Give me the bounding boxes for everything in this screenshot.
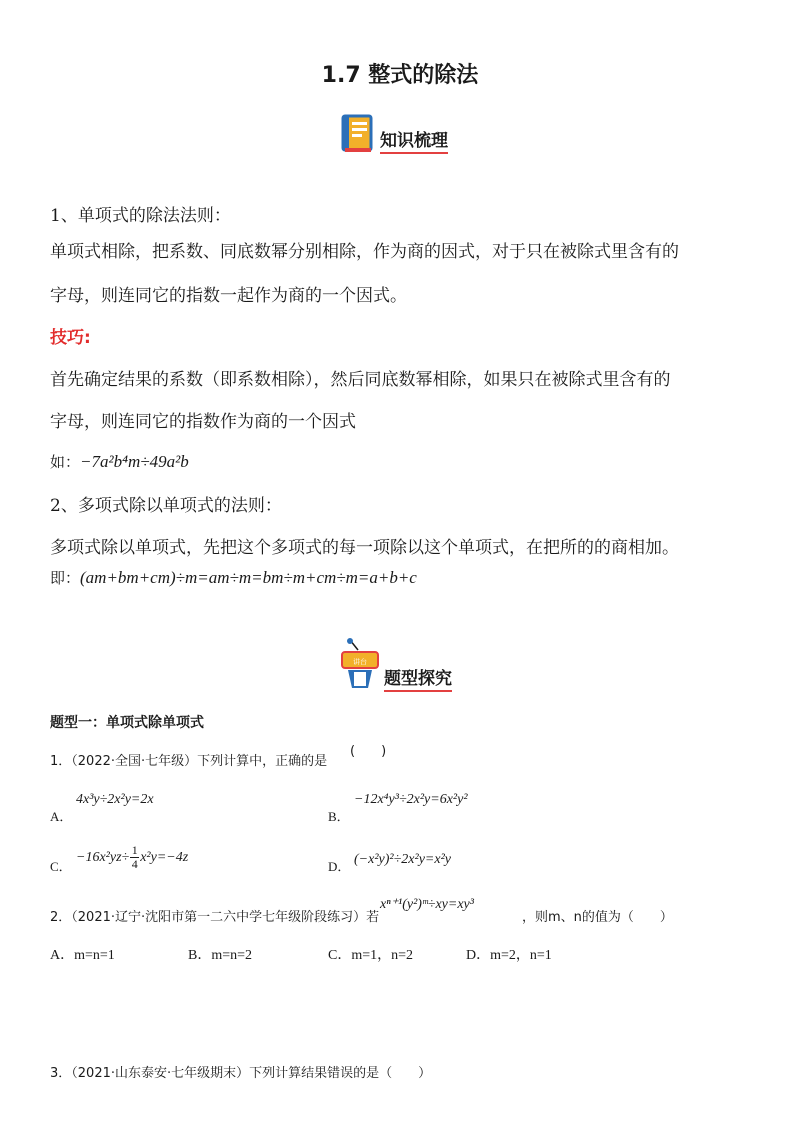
q1-option-a-label: A． [50, 809, 73, 824]
q1-option-d-expr: (−x²y)²÷2x²y=x²y [354, 852, 451, 867]
q1-option-c-denominator: 4 [131, 857, 138, 871]
tip-example-expr: −7a²b⁴m÷49a²b [80, 452, 189, 471]
q2-option-b: B．m=n=2 [188, 948, 253, 963]
section2-formula [50, 566, 417, 590]
type1-heading: 题型一：单项式除单项式 [50, 715, 204, 731]
q1-option-d-label: D． [328, 859, 351, 874]
knowledge-banner [340, 114, 448, 154]
q1-option-c-expr [76, 844, 188, 871]
section1-heading: 1、单项式的除法法则： [50, 206, 231, 226]
q2-option-d: D．m=2，n=1 [466, 948, 552, 963]
q2-expr: xⁿ⁺¹(y²)ᵐ÷xy=xy³ [380, 897, 474, 912]
page-title: 1.7 整式的除法 [321, 63, 479, 88]
q1-option-c-label: C． [50, 859, 72, 874]
explore-banner [340, 638, 452, 692]
q1-option-c-numerator: 1 [131, 843, 138, 857]
section1-line2: 字母，则连同它的指数一起作为商的一个因式。 [50, 286, 407, 306]
tip-example [50, 450, 189, 474]
explore-banner-text: 题型探究 [384, 664, 452, 692]
q1-option-c-post: x²y=−4z [140, 849, 189, 865]
section2-formula-label: 即： [50, 569, 81, 587]
q2-option-a: A．m=n=1 [50, 948, 115, 963]
knowledge-banner-text: 知识梳理 [380, 126, 448, 154]
q2-tail: ，则m、n的值为（ ） [522, 910, 673, 925]
tip-line2: 字母，则连同它的指数作为商的一个因式 [50, 412, 356, 432]
q1-option-c-pre: −16x²yz÷ [76, 849, 130, 865]
q1-option-c-fraction [130, 844, 139, 871]
q1-bracket: ( ) [350, 744, 387, 759]
q2-option-c: C．m=1，n=2 [328, 948, 414, 963]
section2-formula-expr: (am+bm+cm)÷m=am÷m=bm÷m+cm÷m=a+b+c [80, 568, 417, 587]
q1-option-a-expr: 4x³y÷2x²y=2x [76, 792, 154, 807]
tip-line1: 首先确定结果的系数（即系数相除），然后同底数幂相除，如果只在被除式里含有的 [50, 370, 671, 390]
section1-line1: 单项式相除，把系数、同底数幂分别相除，作为商的因式，对于只在被除式里含有的 [50, 242, 679, 262]
section2-heading: 2、多项式除以单项式的法则： [50, 496, 282, 516]
q3-stem: 3．（2021·山东泰安·七年级期末）下列计算结果错误的是（ ） [50, 1066, 432, 1081]
podium-icon [340, 638, 380, 692]
q1-option-b-label: B． [328, 809, 350, 824]
tip-example-label: 如： [50, 453, 81, 471]
q1-option-b-expr: −12x⁴y³÷2x²y=6x²y² [354, 792, 468, 807]
podium-label: 讲台 [353, 658, 367, 666]
q2-stem: 2．（2021·辽宁·沈阳市第一二六中学七年级阶段练习）若 [50, 910, 380, 925]
section2-line1: 多项式除以单项式，先把这个多项式的每一项除以这个单项式，在把所的的商相加。 [50, 538, 679, 558]
q1-stem: 1．（2022·全国·七年级）下列计算中，正确的是 [50, 754, 328, 769]
tip-label: 技巧: [50, 328, 91, 348]
book-icon [340, 114, 376, 154]
